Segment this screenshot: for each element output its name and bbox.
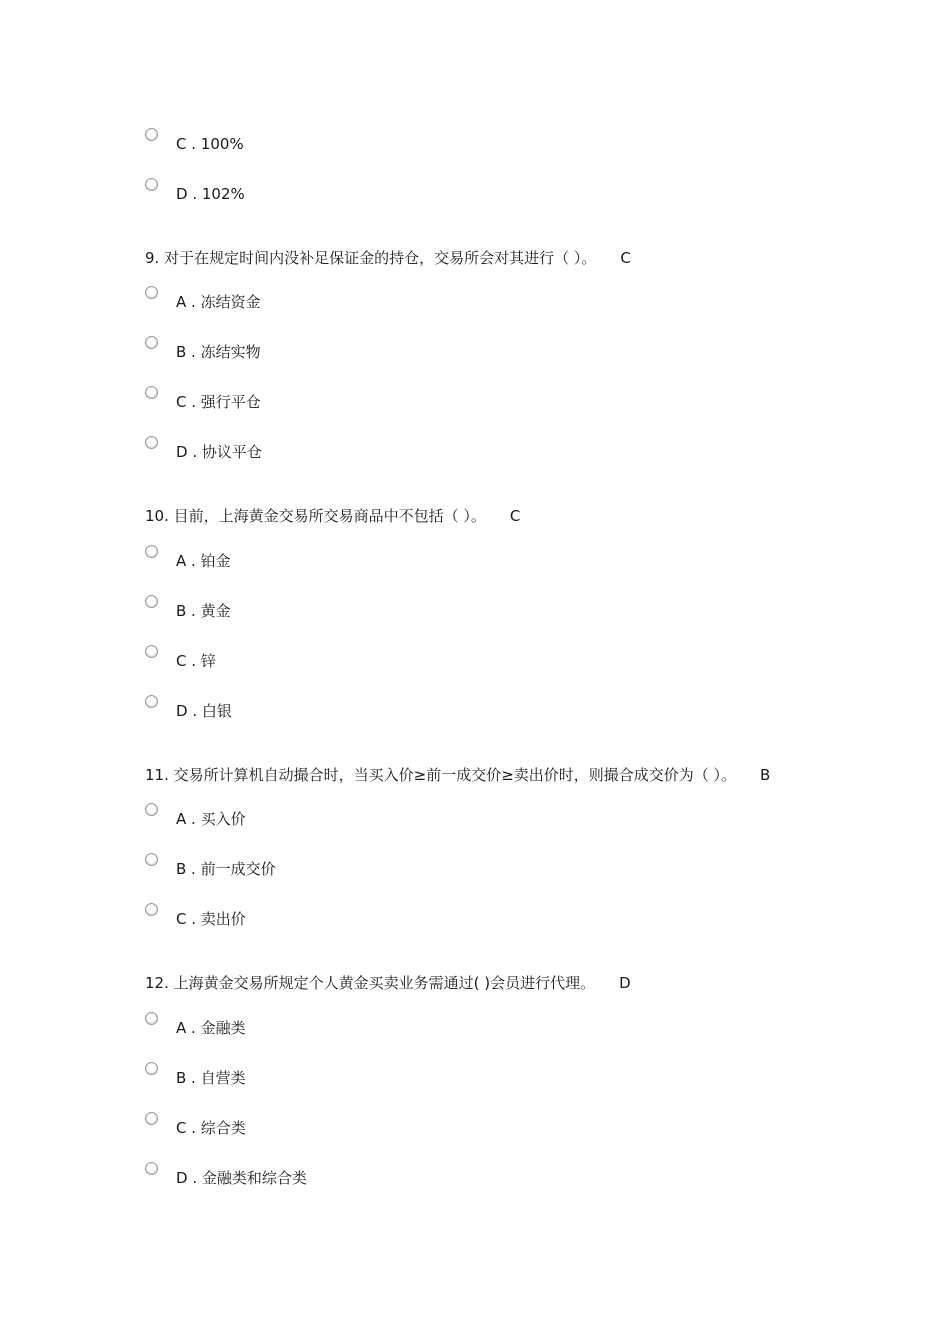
- option-label: B . 自营类: [176, 1069, 246, 1087]
- question-text: 11. 交易所计算机自动撮合时，当买入价≥前一成交价≥卖出价时，则撮合成交价为（ ）。: [145, 766, 737, 784]
- answer-key: D: [619, 974, 631, 992]
- question-text: 9. 对于在规定时间内没补足保证金的持仓，交易所会对其进行（ ）。: [145, 249, 597, 267]
- radio-button[interactable]: [145, 386, 158, 399]
- option-label: C . 锌: [176, 652, 216, 670]
- question-text: 12. 上海黄金交易所规定个人黄金买卖业务需通过( )会员进行代理。: [145, 974, 596, 992]
- radio-button[interactable]: [145, 695, 158, 708]
- answer-key: C: [620, 249, 631, 267]
- option-label: C . 强行平仓: [176, 393, 261, 411]
- radio-button[interactable]: [145, 1012, 158, 1025]
- radio-button[interactable]: [145, 128, 158, 141]
- option-label: A . 冻结资金: [176, 293, 261, 311]
- option-label: B . 冻结实物: [176, 343, 261, 361]
- option-label: C . 综合类: [176, 1119, 246, 1137]
- question-10: [145, 506, 520, 526]
- option-label: C . 卖出价: [176, 910, 246, 928]
- radio-button[interactable]: [145, 803, 158, 816]
- option-label: A . 买入价: [176, 810, 246, 828]
- option-label: D . 102%: [176, 185, 245, 203]
- option-label: A . 金融类: [176, 1019, 246, 1037]
- option-label: D . 白银: [176, 702, 232, 720]
- radio-button[interactable]: [145, 1162, 158, 1175]
- radio-button[interactable]: [145, 645, 158, 658]
- question-11: [145, 765, 770, 785]
- radio-button[interactable]: [145, 903, 158, 916]
- radio-button[interactable]: [145, 436, 158, 449]
- question-text: 10. 目前，上海黄金交易所交易商品中不包括（ ）。: [145, 507, 486, 525]
- radio-button[interactable]: [145, 545, 158, 558]
- radio-button[interactable]: [145, 178, 158, 191]
- option-label: B . 黄金: [176, 602, 231, 620]
- radio-button[interactable]: [145, 336, 158, 349]
- radio-button[interactable]: [145, 853, 158, 866]
- option-label: C . 100%: [176, 135, 244, 153]
- option-label: A . 铂金: [176, 552, 231, 570]
- answer-key: B: [760, 766, 771, 784]
- radio-button[interactable]: [145, 286, 158, 299]
- question-9: [145, 248, 631, 268]
- radio-button[interactable]: [145, 595, 158, 608]
- answer-key: C: [509, 507, 521, 525]
- question-12: [145, 973, 631, 993]
- radio-button[interactable]: [145, 1062, 158, 1075]
- option-label: B . 前一成交价: [176, 860, 276, 878]
- radio-button[interactable]: [145, 1112, 158, 1125]
- option-label: D . 金融类和综合类: [176, 1169, 307, 1187]
- option-label: D . 协议平仓: [176, 443, 262, 461]
